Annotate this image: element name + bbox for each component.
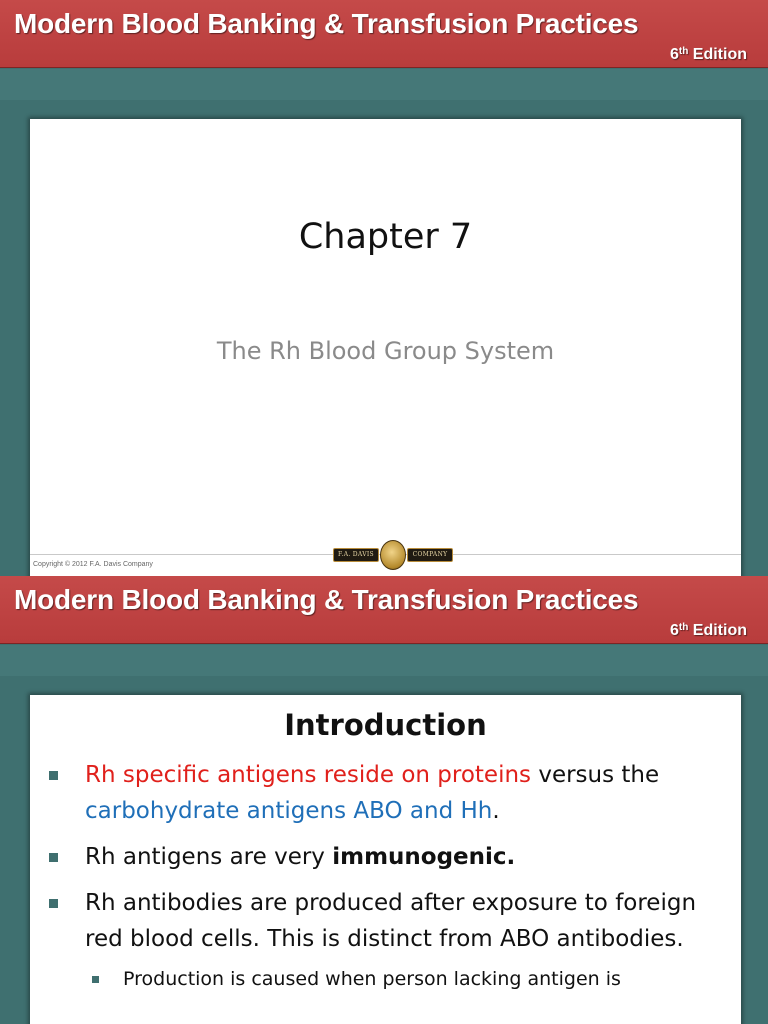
book-title: Modern Blood Banking & Transfusion Practices — [14, 584, 639, 615]
header-banner — [0, 0, 768, 68]
logo-plate-left: F.A. DAVIS — [333, 548, 379, 562]
logo-plate-right: COMPANY — [407, 548, 453, 562]
chapter-title: Chapter 7 — [298, 217, 473, 257]
sub-bullet-item: Production is caused when person lacking antigen is — [48, 965, 728, 993]
caduceus-medal-icon — [380, 540, 406, 570]
edition-label: 6th Edition — [669, 46, 747, 63]
bullet-item: Rh antibodies are produced after exposure to foreign red blood cells. This is distinct from ABO antibodies. — [48, 885, 728, 957]
slide-heading: Introduction — [284, 708, 487, 742]
copyright-text: Copyright © 2012 F.A. Davis Company — [33, 561, 153, 568]
edition-label: 6th Edition — [669, 622, 747, 639]
slide-card — [30, 695, 741, 1024]
teal-divider — [0, 69, 768, 100]
publisher-logo — [333, 535, 453, 575]
bullet-item: Rh antigens are very immunogenic. — [48, 839, 728, 875]
header-banner — [0, 576, 768, 644]
bullet-item: Rh specific antigens reside on proteins versus the carbohydrate antigens ABO and Hh. — [48, 757, 728, 829]
chapter-subtitle: The Rh Blood Group System — [216, 337, 555, 365]
book-title: Modern Blood Banking & Transfusion Practices — [14, 8, 639, 39]
slide-card — [30, 119, 741, 576]
slide-introduction — [0, 576, 768, 1024]
bullet-list — [48, 757, 728, 1003]
teal-divider — [0, 645, 768, 676]
